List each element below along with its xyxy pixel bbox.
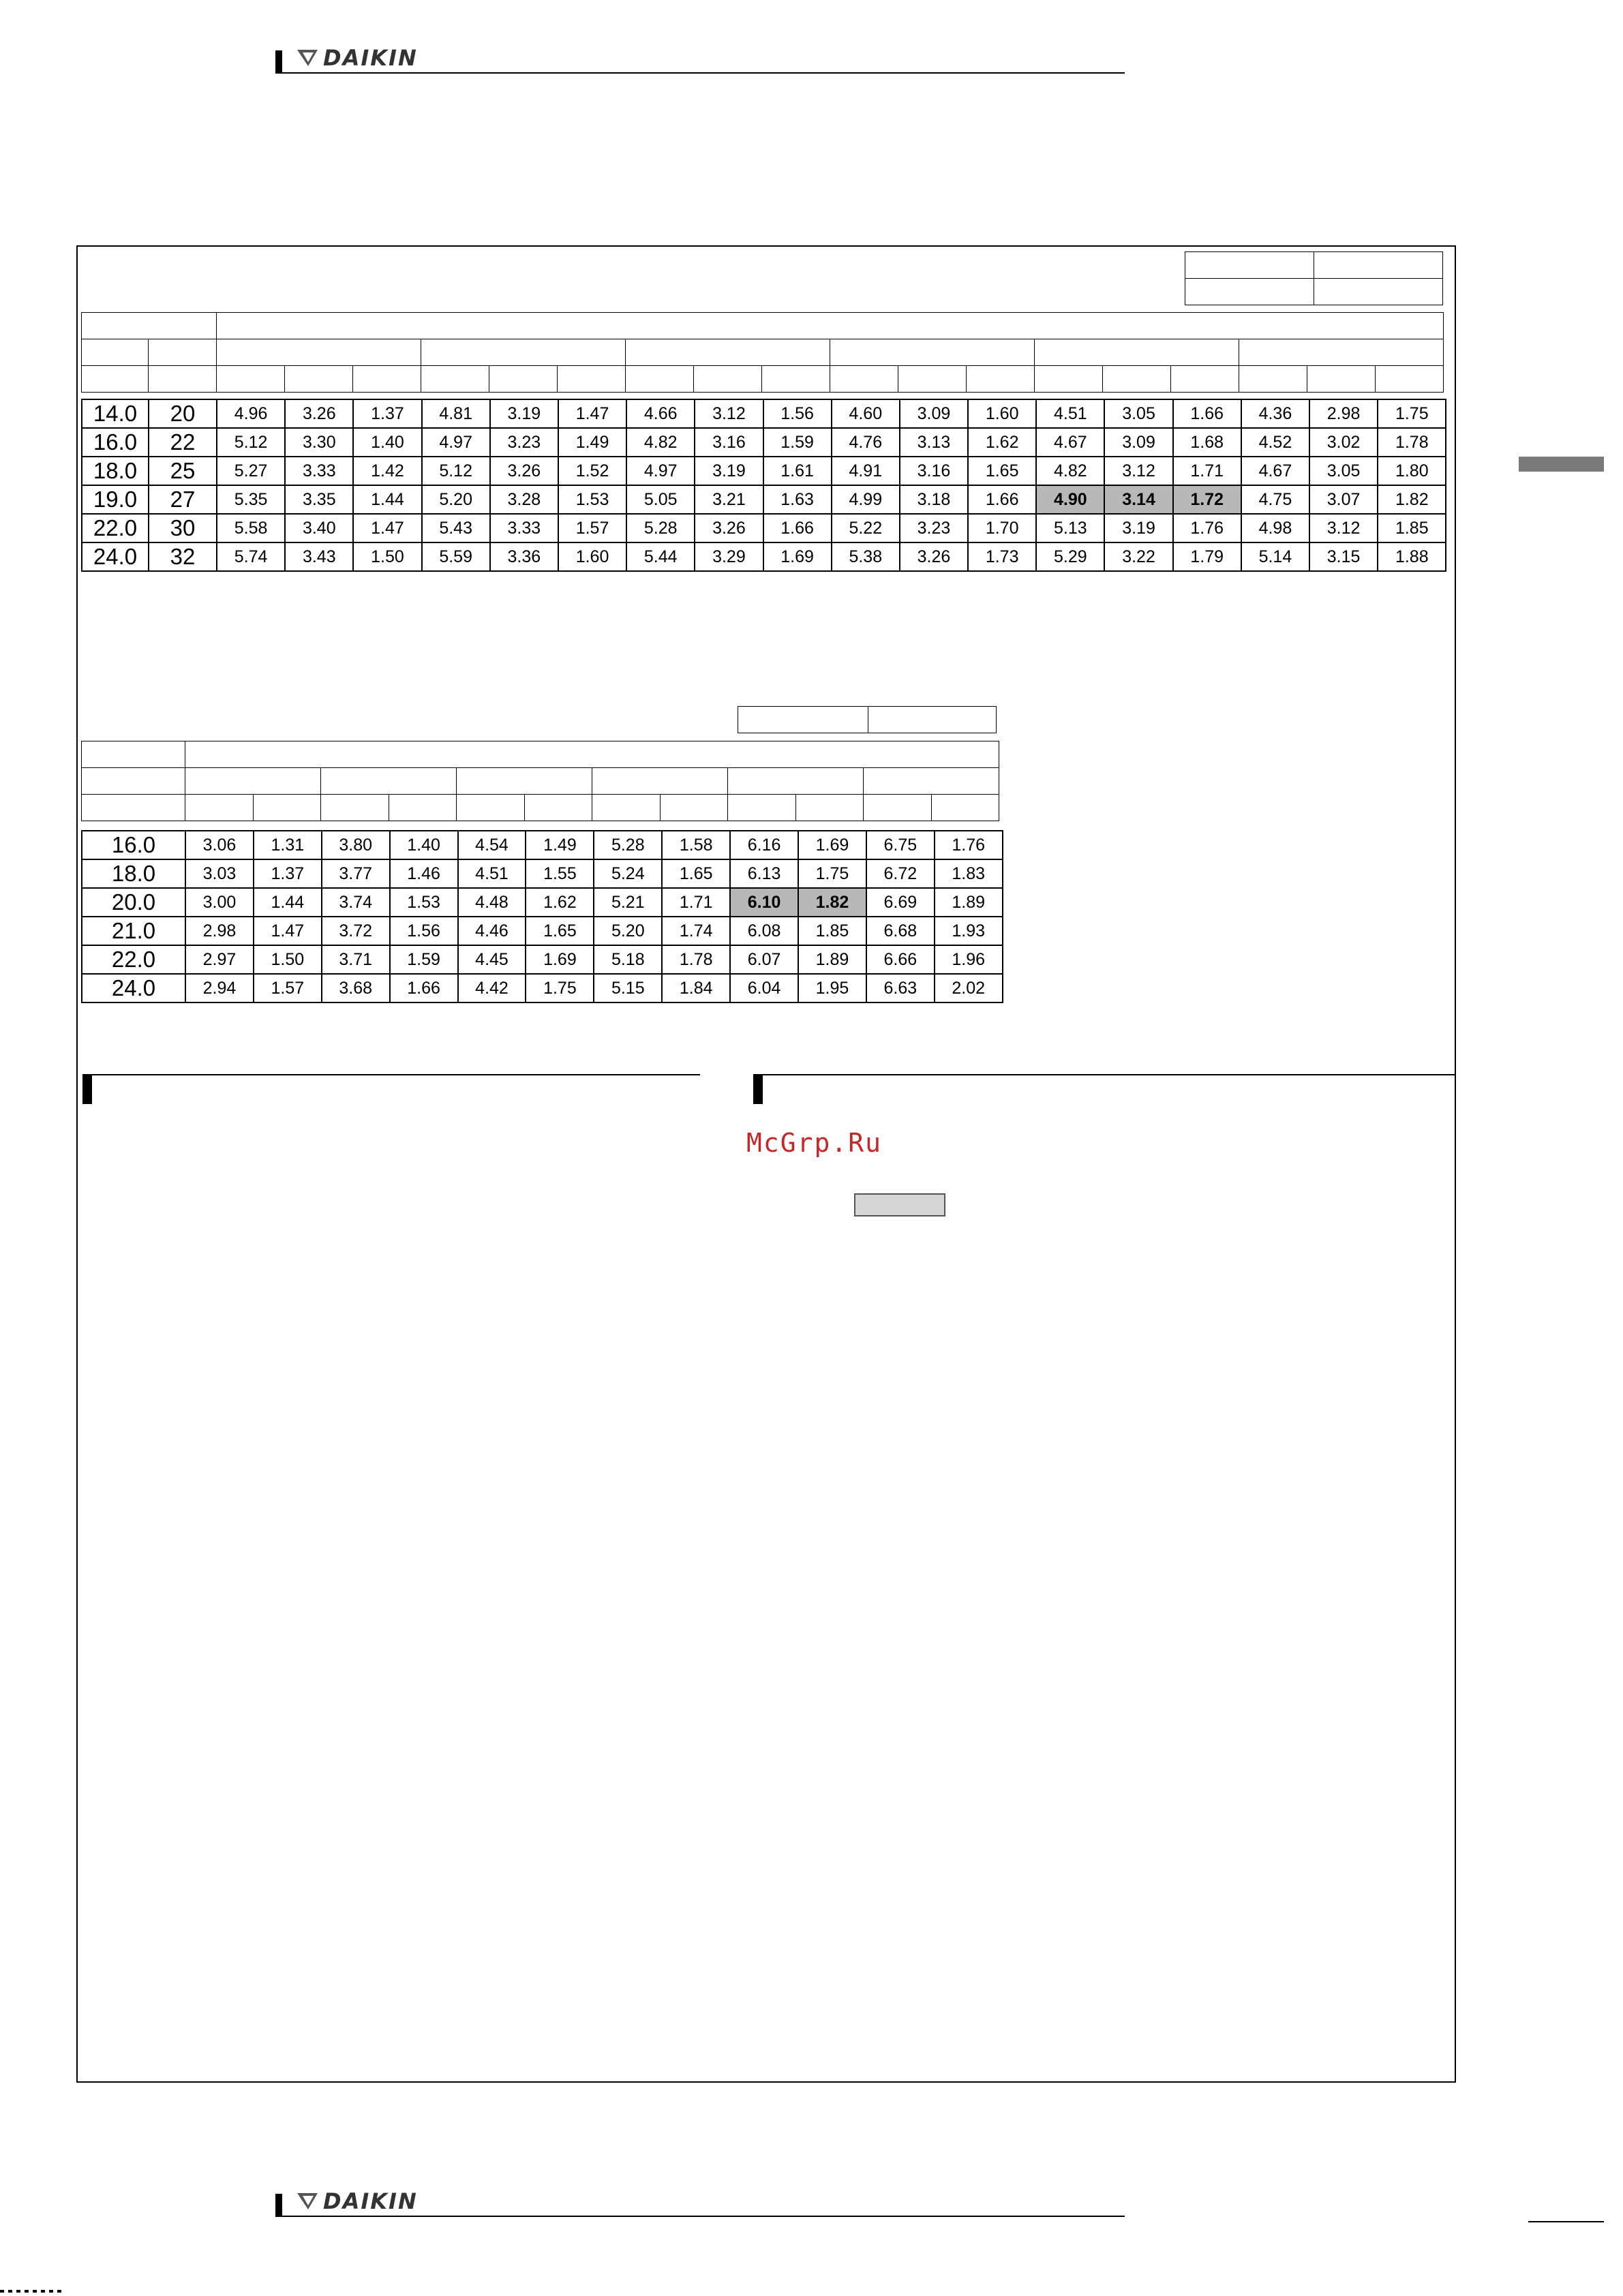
table2-cell: 1.44 [254,888,322,917]
table1-cell: 4.97 [422,428,490,457]
table1-cell: 1.44 [353,485,421,514]
table1-cell: 4.90 [1036,485,1104,514]
table1-header [81,312,1444,393]
table2-cell: 1.69 [798,831,866,859]
watermark-text: McGrp.Ru [746,1128,883,1158]
table2-cell: 3.71 [322,945,390,974]
table2-cell: 1.71 [662,888,730,917]
table1-cell: 3.16 [900,457,968,485]
table2-cell: 1.46 [390,859,458,888]
section-left-mark [82,1074,92,1104]
table1-cell: 1.70 [968,514,1036,542]
table1-cell: 3.13 [900,428,968,457]
table1-cell: 1.49 [558,428,626,457]
table1-cell: 1.62 [968,428,1036,457]
table2-cell: 5.20 [594,917,662,945]
table1-cell: 1.47 [353,514,421,542]
table1-cell: 1.47 [558,399,626,428]
table1-cell: 5.20 [422,485,490,514]
table1-cell: 1.57 [558,514,626,542]
table1-cell: 4.98 [1241,514,1309,542]
table1-cell: 5.43 [422,514,490,542]
table2-cell: 1.57 [254,974,322,1002]
header-mark [275,50,282,74]
table1-cell: 4.36 [1241,399,1309,428]
table1-cell: 3.09 [900,399,968,428]
section-left-rule [82,1074,700,1075]
table1-cell: 5.44 [626,542,695,571]
table1-cell: 1.71 [1173,457,1241,485]
table2-key: 18.0 [82,859,185,888]
table1-cell: 3.05 [1309,457,1378,485]
table1-cell: 4.96 [217,399,285,428]
table1-cell: 1.37 [353,399,421,428]
table1-cell: 1.60 [968,399,1036,428]
table1-cell: 5.22 [832,514,900,542]
table2-row [82,888,1003,917]
table1-row [82,428,1446,457]
table1-cell: 3.30 [285,428,353,457]
table1-cell: 1.59 [763,428,832,457]
table1-key-b: 22 [149,428,217,457]
table2-cell: 1.53 [390,888,458,917]
table1-row [82,542,1446,571]
table1-cell: 3.28 [490,485,558,514]
table1-cell: 4.99 [832,485,900,514]
table2-cell: 5.24 [594,859,662,888]
table1-cell: 4.75 [1241,485,1309,514]
table1-cell: 3.12 [1104,457,1172,485]
table1-cell: 5.13 [1036,514,1104,542]
footer-brand-text: DAIKIN [323,2188,418,2214]
table2-row [82,859,1003,888]
table2-cell: 1.89 [935,888,1003,917]
table1-cell: 1.66 [1173,399,1241,428]
table2-cell: 6.68 [866,917,935,945]
table1-cell: 4.51 [1036,399,1104,428]
table1-cell: 3.02 [1309,428,1378,457]
table1-key-b: 27 [149,485,217,514]
table1-cell: 5.29 [1036,542,1104,571]
table2-cell: 6.10 [730,888,798,917]
table2-cell: 4.54 [458,831,526,859]
table1-cell: 4.67 [1036,428,1104,457]
table2-key: 16.0 [82,831,185,859]
table2-cell: 5.28 [594,831,662,859]
table2-header [81,741,999,821]
table1-key-a: 19.0 [82,485,149,514]
table1-cell: 1.68 [1173,428,1241,457]
cooling-capacity-table [81,399,1446,572]
table2-cell: 6.75 [866,831,935,859]
table1-cell: 1.40 [353,428,421,457]
table2-cell: 2.97 [185,945,254,974]
table1-cell: 5.74 [217,542,285,571]
table1-cell: 4.97 [626,457,695,485]
table1-cell: 3.14 [1104,485,1172,514]
table1-cell: 1.76 [1173,514,1241,542]
table1-cell: 3.43 [285,542,353,571]
table2-cell: 1.65 [526,917,594,945]
table2-row [82,945,1003,974]
table2-cell: 1.83 [935,859,1003,888]
table2-cell: 3.06 [185,831,254,859]
table2-cell: 2.02 [935,974,1003,1002]
table1-cell: 1.80 [1378,457,1446,485]
table2-cell: 1.55 [526,859,594,888]
table1-cell: 4.67 [1241,457,1309,485]
table1-cell: 3.40 [285,514,353,542]
table2-cell: 6.13 [730,859,798,888]
table1-cell: 5.58 [217,514,285,542]
section-right-rule [753,1074,1455,1075]
table2-cell: 1.50 [254,945,322,974]
table1-cell: 3.23 [490,428,558,457]
table1-cell: 3.19 [1104,514,1172,542]
table1-cell: 4.60 [832,399,900,428]
table1-cell: 3.19 [695,457,763,485]
table1-cell: 1.69 [763,542,832,571]
table2-cell: 3.72 [322,917,390,945]
table2-cell: 1.49 [526,831,594,859]
table2-cell: 3.80 [322,831,390,859]
table2-cell: 1.93 [935,917,1003,945]
table1-cell: 1.85 [1378,514,1446,542]
table1-cell: 3.18 [900,485,968,514]
table1-cell: 3.33 [285,457,353,485]
table1-key-a: 24.0 [82,542,149,571]
table1-cell: 5.14 [1241,542,1309,571]
table2-cell: 6.72 [866,859,935,888]
table1-cell: 1.63 [763,485,832,514]
table1-cell: 4.76 [832,428,900,457]
table1-key-a: 14.0 [82,399,149,428]
table2-unit-box [738,706,997,733]
table2-cell: 2.98 [185,917,254,945]
heating-capacity-table [81,830,1003,1003]
table2-cell: 5.18 [594,945,662,974]
table2-cell: 1.65 [662,859,730,888]
table2-cell: 1.75 [798,859,866,888]
table1-cell: 1.61 [763,457,832,485]
table2-cell: 1.78 [662,945,730,974]
table1-cell: 5.38 [832,542,900,571]
table2-cell: 1.56 [390,917,458,945]
table1-cell: 4.52 [1241,428,1309,457]
table1-key-a: 18.0 [82,457,149,485]
table1-cell: 1.75 [1378,399,1446,428]
table1-cell: 3.29 [695,542,763,571]
table2-cell: 4.51 [458,859,526,888]
header-logo [296,46,418,70]
table1-cell: 4.66 [626,399,695,428]
table2-cell: 5.15 [594,974,662,1002]
table1-cell: 1.66 [763,514,832,542]
table2-cell: 6.69 [866,888,935,917]
header-brand-text: DAIKIN [323,45,418,71]
table1-cell: 1.53 [558,485,626,514]
table1-cell: 3.12 [1309,514,1378,542]
daikin-logo-icon [296,48,319,67]
table1-cell: 1.42 [353,457,421,485]
table1-cell: 3.23 [900,514,968,542]
table2-row [82,974,1003,1002]
table1-key-b: 30 [149,514,217,542]
table1-cell: 5.28 [626,514,695,542]
table2-cell: 1.96 [935,945,1003,974]
table1-cell: 3.15 [1309,542,1378,571]
table2-cell: 2.94 [185,974,254,1002]
table2-key: 22.0 [82,945,185,974]
table1-unit-box [1185,251,1443,305]
corner-mark [0,2290,61,2293]
table1-cell: 1.82 [1378,485,1446,514]
table2-cell: 1.85 [798,917,866,945]
header-bar [275,45,1125,74]
table1-cell: 5.59 [422,542,490,571]
table2-cell: 1.74 [662,917,730,945]
table2-cell: 1.37 [254,859,322,888]
page-number-rule [1528,2221,1604,2222]
table2-cell: 6.16 [730,831,798,859]
table2-cell: 1.69 [526,945,594,974]
table1-cell: 1.52 [558,457,626,485]
table1-cell: 1.50 [353,542,421,571]
table1-cell: 4.82 [626,428,695,457]
table2-cell: 1.62 [526,888,594,917]
table1-cell: 1.73 [968,542,1036,571]
table2-cell: 1.47 [254,917,322,945]
table1-cell: 3.21 [695,485,763,514]
table2-cell: 1.76 [935,831,1003,859]
table1-cell: 3.36 [490,542,558,571]
table1-cell: 3.26 [285,399,353,428]
table2-row [82,831,1003,859]
table1-key-b: 25 [149,457,217,485]
table1-cell: 3.05 [1104,399,1172,428]
table1-cell: 4.81 [422,399,490,428]
table2-cell: 1.66 [390,974,458,1002]
table2-cell: 1.40 [390,831,458,859]
table1-cell: 3.12 [695,399,763,428]
table1-cell: 5.12 [217,428,285,457]
table1-cell: 3.26 [900,542,968,571]
table1-cell: 5.27 [217,457,285,485]
table1-cell: 5.35 [217,485,285,514]
table2-cell: 6.04 [730,974,798,1002]
table1-cell: 3.16 [695,428,763,457]
footer-bar [275,2188,1125,2217]
table1-row [82,399,1446,428]
table2-cell: 5.21 [594,888,662,917]
daikin-logo-icon [296,2192,319,2211]
table1-cell: 4.91 [832,457,900,485]
table2-cell: 1.58 [662,831,730,859]
table2-cell: 4.42 [458,974,526,1002]
section-right-mark [753,1074,763,1104]
table2-cell: 3.68 [322,974,390,1002]
table1-cell: 5.12 [422,457,490,485]
table1-key-b: 32 [149,542,217,571]
table1-cell: 3.26 [695,514,763,542]
table1-cell: 3.35 [285,485,353,514]
table1-row [82,457,1446,485]
small-grey-box [854,1193,945,1216]
table2-key: 20.0 [82,888,185,917]
table1-row [82,514,1446,542]
table1-cell: 1.88 [1378,542,1446,571]
table1-cell: 3.26 [490,457,558,485]
table2-cell: 3.03 [185,859,254,888]
table2-cell: 4.46 [458,917,526,945]
table1-key-a: 16.0 [82,428,149,457]
table1-cell: 5.05 [626,485,695,514]
table2-cell: 6.07 [730,945,798,974]
table1-cell: 3.09 [1104,428,1172,457]
table2-row [82,917,1003,945]
table2-cell: 3.77 [322,859,390,888]
table2-cell: 1.84 [662,974,730,1002]
table2-cell: 6.66 [866,945,935,974]
table2-key: 24.0 [82,974,185,1002]
table1-cell: 3.33 [490,514,558,542]
table2-cell: 1.89 [798,945,866,974]
table2-cell: 1.82 [798,888,866,917]
table2-key: 21.0 [82,917,185,945]
table2-cell: 1.59 [390,945,458,974]
table2-cell: 1.95 [798,974,866,1002]
table2-cell: 3.74 [322,888,390,917]
table1-key-a: 22.0 [82,514,149,542]
table1-cell: 1.56 [763,399,832,428]
table1-key-b: 20 [149,399,217,428]
table1-row [82,485,1446,514]
footer-mark [275,2194,282,2217]
table2-cell: 6.63 [866,974,935,1002]
table2-cell: 6.08 [730,917,798,945]
table1-cell: 2.98 [1309,399,1378,428]
table1-cell: 1.78 [1378,428,1446,457]
table2-cell: 3.00 [185,888,254,917]
table2-cell: 4.45 [458,945,526,974]
table1-cell: 1.66 [968,485,1036,514]
table1-cell: 3.19 [490,399,558,428]
footer-logo [296,2190,418,2213]
table1-cell: 3.22 [1104,542,1172,571]
table2-cell: 4.48 [458,888,526,917]
table1-cell: 3.07 [1309,485,1378,514]
table2-cell: 1.75 [526,974,594,1002]
table1-cell: 1.65 [968,457,1036,485]
table1-cell: 4.82 [1036,457,1104,485]
table1-cell: 1.72 [1173,485,1241,514]
table1-cell: 1.60 [558,542,626,571]
chapter-tab [1519,457,1604,472]
table1-cell: 1.79 [1173,542,1241,571]
table2-cell: 1.31 [254,831,322,859]
